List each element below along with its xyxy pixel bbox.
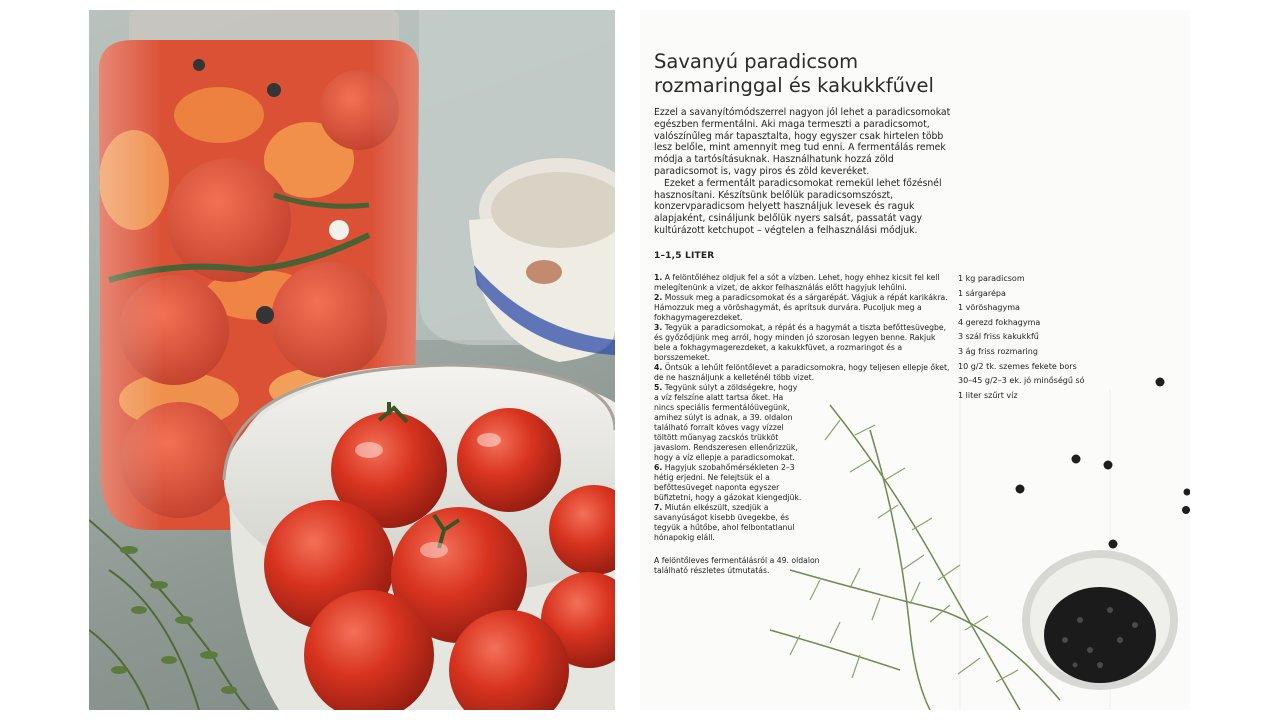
step-text: Hagyjuk szobahőmérsékleten 2–3 hétig erjedni. Ne felejtsük el a befőttesüveget naponta egyszer büfiztetni, hogy a gázokat kiengedjük.: [654, 463, 802, 502]
recipe-title: [654, 50, 1014, 98]
tomato-bowl: [224, 365, 615, 710]
ingredient-item: 1 vöröshagyma: [958, 303, 1020, 313]
recipe-title-line1: Savanyú paradicsom: [654, 50, 859, 73]
step-number: 4.: [654, 363, 663, 372]
recipe-step: [654, 323, 952, 363]
ingredient-item: 3 ág friss rozmaring: [958, 346, 1038, 356]
recipe-yield: 1–1,5 LITER: [654, 251, 715, 261]
intro-paragraph: Ezzel a savanyítómódszerrel nagyon jól lehet a paradicsomokat egészben fermentálni. Aki maga termeszti a paradicsomot, valószínűleg már tapasztalta, hogy egyszer csak hirtelen több lesz belőle, mint amennyit meg tud enni. A fermentálás remek módja a tartósításuknak. Használhatunk hozzá zöld paradicsomot is, vagy piros és zöld keveréket.: [654, 107, 951, 177]
recipe-step: [654, 273, 952, 293]
step-number: 2.: [654, 293, 663, 302]
ingredient-item: 10 g/2 tk. szemes fekete bors: [958, 361, 1077, 371]
step-number: 7.: [654, 503, 663, 512]
tomato-photo-illustration: [89, 10, 615, 710]
ingredient-item: 30–45 g/2–3 ek. jó minőségű só: [958, 376, 1085, 386]
recipe-step: [654, 363, 952, 383]
ingredient-item: 1 kg paradicsom: [958, 274, 1025, 283]
step-number: 6.: [654, 463, 663, 472]
ingredient-item: 1 sárgarépa: [958, 288, 1006, 298]
step-text: A felöntőléhez oldjuk fel a sót a vízben. Lehet, hogy ehhez kicsit fel kell melegítenünk a vizet, de akkor felhasználás előtt hagyjuk lehűlni.: [654, 273, 940, 292]
recipe-intro: [654, 107, 954, 237]
recipe-step: [654, 383, 804, 463]
tomato-photo: [89, 10, 615, 710]
recipe-step: [654, 293, 952, 323]
step-text: Öntsük a lehűlt felöntőlevet a paradicsomokra, hogy teljesen ellepje őket, de ne használjunk a kelleténél több vizet.: [654, 363, 950, 382]
recipe-step: [654, 463, 804, 503]
intro-paragraph: Ezeket a fermentált paradicsomokat remekül lehet főzésnél hasznosítani. Készítsünk belőlük paradicsomszószt, konzervparadicsom helyett használjuk levesek és raguk alapjaként, csináljunk belőlük nyers salsát, passatát vagy kultúrázott ketchupot – végtelen a felhasználási módjuk.: [654, 177, 942, 236]
step-number: 5.: [654, 383, 663, 392]
recipe-steps: [654, 273, 952, 576]
ingredient-item: 4 gerezd fokhagyma: [958, 317, 1041, 327]
ingredient-list: [958, 272, 1085, 403]
ingredient-item: 1 liter szűrt víz: [958, 390, 1018, 400]
step-text: Tegyük a paradicsomokat, a répát és a hagymát a tiszta befőttesüvegbe, és győződjünk meg arról, hogy minden jó szorosan legyen benne. Rakjuk bele a fokhagymagerezdeket, a kakukkfüvet, a rozmaringot és a borsszemeket.: [654, 323, 947, 362]
recipe-note: A felöntőleves fermentálásról a 49. oldalon található részletes útmutatás.: [654, 556, 820, 575]
recipe-title-line2: rozmaringgal és kakukkfűvel: [654, 74, 934, 97]
recipe-step: [654, 503, 804, 543]
step-number: 1.: [654, 273, 663, 282]
step-text: Mossuk meg a paradicsomokat és a sárgarépát. Vágjuk a répát karikákra. Hámozzuk meg a vöröshagymát, és aprítsuk durvára. Pucoljuk meg a fokhagymagerezdeket.: [654, 293, 948, 322]
recipe-page: [640, 10, 1190, 710]
step-number: 3.: [654, 323, 663, 332]
ingredient-item: 3 szál friss kakukkfű: [958, 332, 1039, 342]
step-text: Tegyünk súlyt a zöldségekre, hogy a víz felszíne alatt tartsa őket. Ha nincs speciális fermentálóüvegünk, amihez súlyt is adnak, a 39. oldalon található forralt köves vagy vízzel töltött műanyag zacskós trükköt javaslom. Rendszeresen ellenőrizzük, hogy a víz ellepje a paradicsomokat.: [654, 383, 798, 462]
step-text: Miután elkészült, szedjük a savanyúságot kisebb üvegekbe, és tegyük a hűtőbe, ahol felbontatlanul hónapokig eláll.: [654, 503, 795, 542]
